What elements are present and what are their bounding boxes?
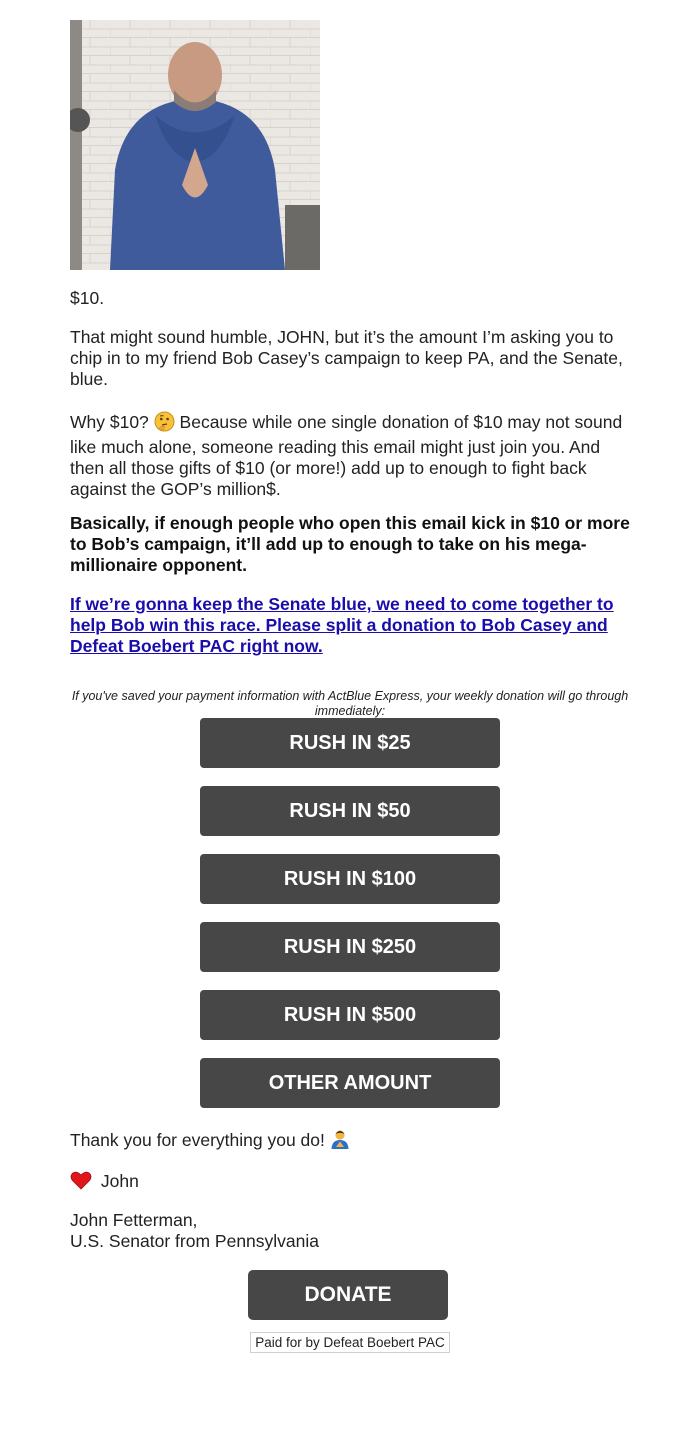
bold-paragraph: Basically, if enough people who open this email kick in $10 or more to Bob’s campaign, it’ll add up to enough to take on his mega-millionaire opponent.: [70, 513, 630, 575]
signature-block: [70, 1210, 630, 1252]
paid-for-disclaimer: Paid for by Defeat Boebert PAC: [250, 1332, 450, 1353]
intro-paragraph: That might sound humble, JOHN, but it’s the amount I’m asking you to chip in to my friend Bob Casey’s campaign to keep PA, and the Senate, blue.: [70, 327, 623, 389]
photo-illustration: [70, 20, 320, 270]
signoff-line: [70, 1170, 630, 1196]
thanks-text: Thank you for everything you do!: [70, 1130, 325, 1150]
why-prefix: Why $10?: [70, 412, 149, 432]
hero-photo: [70, 20, 320, 270]
red-heart-icon: [70, 1170, 92, 1196]
actblue-express-note: If you've saved your payment information with ActBlue Express, your weekly donation will go through immediately:: [71, 688, 629, 718]
why-paragraph: [70, 411, 630, 500]
signature-title: U.S. Senator from Pennsylvania: [70, 1231, 320, 1251]
why-body: Because while one single donation of $10 may not sound like much alone, someone reading this email might just join you. And then all those gifts of $10 (or more!) add up to enough to fight back against the GOP’s million$.: [70, 412, 623, 499]
rush-250-button[interactable]: RUSH IN $250: [200, 922, 500, 972]
signature-name: John Fetterman,: [70, 1210, 198, 1230]
rush-25-button[interactable]: RUSH IN $25: [200, 718, 500, 768]
cta-donation-link[interactable]: If we’re gonna keep the Senate blue, we need to come together to help Bob win this race. Please split a donation to Bob Casey and Defeat Boebert PAC right now.: [70, 594, 614, 656]
thanks-line: [70, 1129, 630, 1155]
rush-50-button[interactable]: RUSH IN $50: [200, 786, 500, 836]
cta-paragraph: [70, 594, 630, 657]
person-icon: [330, 1129, 350, 1155]
thinking-face-icon: [154, 411, 175, 437]
rush-500-button[interactable]: RUSH IN $500: [200, 990, 500, 1040]
other-amount-button[interactable]: OTHER AMOUNT: [200, 1058, 500, 1108]
amount-line: $10.: [70, 288, 105, 308]
signoff-name: John: [100, 1171, 139, 1191]
rush-100-button[interactable]: RUSH IN $100: [200, 854, 500, 904]
donate-button[interactable]: DONATE: [248, 1270, 448, 1320]
